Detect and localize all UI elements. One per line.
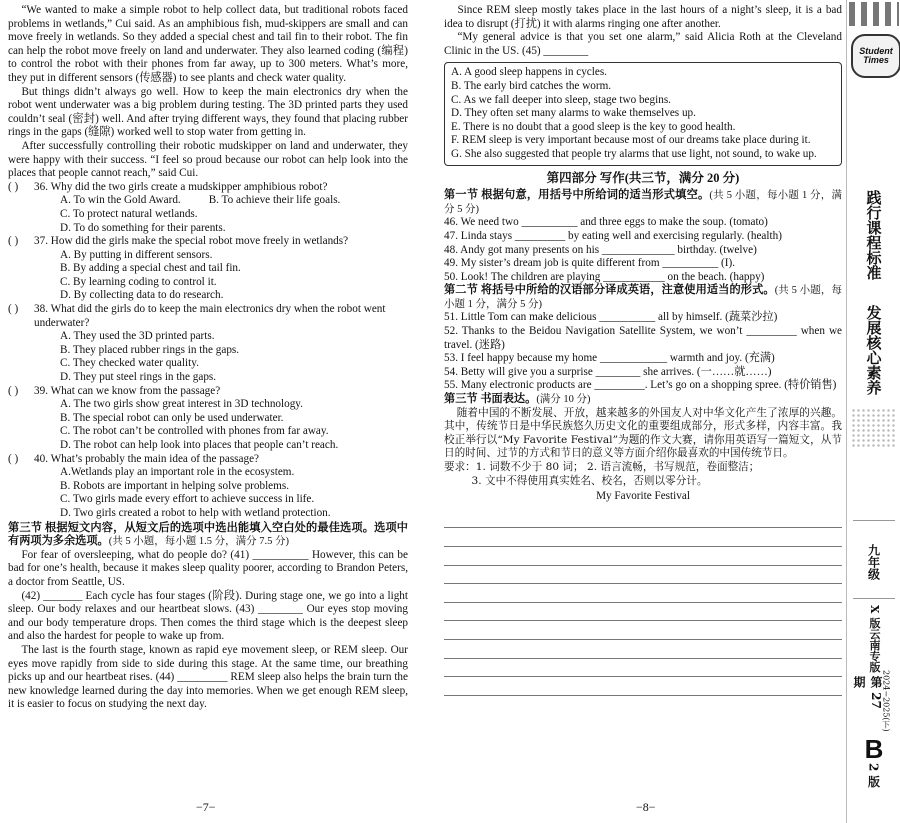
question-option: C. Two girls made every effort to achieve success in life. [60, 493, 315, 506]
essay-title: My Favorite Festival [596, 490, 690, 503]
question-option: B. They placed rubber rings in the gaps. [60, 343, 240, 356]
issue-year: 2024−2025(下) [881, 670, 891, 732]
checker-pattern [849, 2, 899, 26]
option-item: G. She also suggested that people try alarms that use light, not sound, to wake up. [451, 147, 817, 160]
section-heading: 第二节 将括号中所给的汉语部分译成英语，注意使用适当的形式。(共 5 小题，每小题 1 分，满分 5 分) [444, 284, 842, 310]
right-column [444, 4, 842, 696]
issue-number: 第 27 期 [852, 676, 883, 709]
cloze-paragraph: The last is the fourth stage, known as rapid eye movement sleep, or REM sleep. Our eyes move rapidly from side to side during this stage. At the same time, our breathing picks up and our heartbeat rises. (44) _________ REM sleep also helps the brain turn the new knowledge learned during the day into memories. When we get enough REM sleep, it is easier to focus on studying the next day. [8, 643, 408, 711]
question-option: D. By collecting data to do research. [60, 289, 224, 302]
section-heading: 第三节 根据短文内容，从短文后的选项中选出能填入空白处的最佳选项。选项中有两项为多余选项。(共 5 小题，每小题 1.5 分，满分 7.5 分) [8, 521, 408, 548]
writing-line[interactable] [444, 547, 842, 566]
fill-item: 46. We need two __________ and three eggs to make the soup. (tomato) [444, 216, 768, 229]
grade-label: 九年级 [866, 544, 881, 580]
question-option: B. The special robot can only be used underwater. [60, 411, 284, 424]
page-edition [849, 735, 899, 805]
translate-item: 52. Thanks to the Beidou Navigation Satellite System, we won’t _________ when we travel. (迷路) [444, 325, 842, 351]
writing-requirement: 3. 文中不得使用真实姓名、校名，否则以零分计。 [471, 474, 708, 487]
options-box [444, 62, 842, 165]
edition-label: X 版云南专版 [868, 605, 881, 673]
translate-item: 54. Betty will give you a surprise ________ she arrives. (一……就……) [444, 365, 772, 378]
answer-blank[interactable]: ( ) [8, 384, 19, 397]
cloze-paragraph: “My general advice is that you set one alarm,” said Alicia Roth at the Cleveland Clinic in the US. (45) ________ [444, 31, 842, 57]
cloze-paragraph: For fear of oversleeping, what do people do? (41) __________ However, this can be bad for one’s health, because it makes sleep quality poorer, according to Brandon Peters, a doctor from Seattle, US. [8, 548, 408, 588]
edition-suffix: 2 版 [866, 763, 881, 788]
writing-line[interactable] [444, 528, 842, 547]
cloze-paragraph: (42) _______ Each cycle has four stages (阶段). During stage one, we go into a light sleep. Our body relaxes and our heartbeat slows. (43) ________ Our eyes stop moving and our body temperature drops. Then comes the third stage which is the deepest sleep and also the hardest for people to wake up from. [8, 589, 408, 643]
option-item: D. They often set many alarms to wake themselves up. [451, 107, 696, 120]
reading-questions [8, 181, 408, 521]
slogan-develop: 发展核心素养 [864, 305, 883, 395]
newspaper-sidebar [846, 0, 900, 823]
writing-line[interactable] [444, 677, 842, 696]
translate-item: 51. Little Tom can make delicious __________ all by himself. (蔬菜沙拉) [444, 311, 778, 324]
question-option: C. The robot can’t be controlled with phones from far away. [60, 425, 329, 438]
question-option: D. The robot can help look into places that people can’t reach. [60, 439, 339, 451]
writing-line[interactable] [444, 510, 842, 529]
question-stem: 38. What did the girls do to keep the main electronics dry when the robot went underwater? [34, 303, 386, 329]
question-option: C. By learning coding to control it. [60, 275, 217, 288]
page-number-right: −8− [636, 800, 656, 814]
question-option: A. The two girls show great interest in 3D technology. [60, 398, 303, 411]
question-option: B. By adding a special chest and tail fin. [60, 262, 241, 275]
translate-item: 53. I feel happy because my home ____________ warmth and joy. (充满) [444, 352, 775, 365]
question-stem: 39. What can we know from the passage? [34, 384, 221, 397]
passage-paragraph: After successfully controlling their robotic mudskipper on land and underwater, they were happy with their success. “I feel so proud because our robot can help look into the places that people cannot reach,” said Cui. [8, 139, 408, 180]
writing-prompt: 随着中国的不断发展、开放，越来越多的外国友人对中华文化产生了浓厚的兴趣。其中，传统节日是中华民族悠久历史文化的重要组成部分，形式多样，内容丰富。我校正举行以“My Favorite Festival”为题的作文大赛，请你用英语写一篇短文，从节日的时间、过节的方式和节日的意义等方面介绍你最喜欢的中国传统节日。 [444, 406, 842, 460]
writing-line[interactable] [444, 621, 842, 640]
slogan-practice: 践行课程标准 [864, 190, 883, 280]
question-stem: 37. How did the girls make the special robot move freely in wetlands? [34, 235, 349, 248]
question-item [8, 181, 408, 195]
question-option: A. By putting in different sensors. [60, 248, 213, 261]
writing-line[interactable] [444, 640, 842, 659]
divider [853, 520, 895, 521]
answer-blank[interactable]: ( ) [8, 180, 19, 193]
question-option: C. To protect natural wetlands. [60, 207, 198, 220]
writing-requirement: 要求：1. 词数不少于 80 词； 2. 语言流畅，书写规范，卷面整洁； [444, 461, 760, 473]
question-item [8, 235, 408, 249]
left-column [8, 4, 408, 712]
option-item: F. REM sleep is very important because most of our dreams take place during it. [451, 134, 811, 147]
fill-item: 50. Look! The children are playing ___________ on the beach. (happy) [444, 270, 765, 283]
section-heading: 第一节 根据句意，用括号中所给词的适当形式填空。(共 5 小题，每小题 1 分，满分 5 分) [444, 189, 842, 215]
question-stem: 40. What’s probably the main idea of the passage? [34, 452, 260, 465]
option-item: A. A good sleep happens in cycles. [451, 66, 607, 79]
question-option: A. To win the Gold Award. B. To achieve their life goals. [60, 194, 341, 207]
question-item [8, 385, 408, 399]
student-times-logo: Student Times [851, 34, 900, 78]
answer-blank[interactable]: ( ) [8, 452, 19, 465]
writing-line[interactable] [444, 584, 842, 603]
question-item [8, 453, 408, 467]
writing-lines [444, 510, 842, 696]
question-item [8, 303, 408, 330]
option-item: E. There is no doubt that a good sleep is the key to good health. [451, 120, 736, 133]
answer-blank[interactable]: ( ) [8, 303, 19, 316]
passage-paragraph: “We wanted to make a simple robot to help collect data, but traditional robots faced problems in wetlands,” Cui said. As an amphibious fish, mud-skippers are small and can move freely in wetlands. So they added a special chest and tail fin to their robot. The fin can help the robot move freely on land and underwater. They also learned coding (编程) to control the robot with their phones from far away, up to 300 meters. What’s more, they put in different sensors (传感器) to see plants and check water quality. [8, 4, 408, 84]
fill-item: 48. Andy got many presents on his _____________ birthday. (twelve) [444, 243, 757, 256]
answer-blank[interactable]: ( ) [8, 235, 19, 248]
writing-line[interactable] [444, 659, 842, 678]
part-title: 第四部分 写作(共三节，满分 20 分) [546, 170, 740, 185]
cloze-paragraph: Since REM sleep mostly takes place in the last hours of a night’s sleep, it is a bad idea to disrupt (打扰) it with alarms ringing one after another. [444, 4, 842, 30]
option-item: C. As we fall deeper into sleep, stage two begins. [451, 93, 671, 106]
translate-item: 55. Many electronic products are _________. Let’s go on a shopping spree. (特价销售) [444, 379, 837, 392]
question-option: C. They checked water quality. [60, 357, 199, 370]
option-item: B. The early bird catches the worm. [451, 79, 612, 92]
edition-letter: B [864, 734, 884, 764]
question-option: D. To do something for their parents. [60, 221, 226, 234]
divider [853, 598, 895, 599]
passage-paragraph: But things didn’t always go well. How to keep the main electronics dry when the robot went underwater was a big problem during testing. The 3D printed parts they used couldn’t seal (密封) well. And after trying different ways, they found that placing rubber rings in the gaps (缝隙) worked well to stop water from getting in. [8, 85, 408, 139]
question-option: A. They used the 3D printed parts. [60, 330, 215, 343]
question-option: D. They put steel rings in the gaps. [60, 371, 217, 384]
question-option: D. Two girls created a robot to help with wetland protection. [60, 506, 331, 519]
page-number-left: −7− [196, 800, 216, 814]
writing-line[interactable] [444, 603, 842, 622]
section-heading: 第三节 书面表达。(满分 10 分) [444, 393, 591, 406]
fill-item: 47. Linda stays _________ by eating well and exercising regularly. (health) [444, 229, 782, 242]
fill-item: 49. My sister’s dream job is quite different from __________ (I). [444, 257, 736, 270]
question-option: A.Wetlands play an important role in the ecosystem. [60, 466, 295, 479]
writing-line[interactable] [444, 566, 842, 585]
decorative-dots [851, 408, 897, 448]
question-option: B. Robots are important in helping solve problems. [60, 479, 290, 492]
question-stem: 36. Why did the two girls create a mudskipper amphibious robot? [34, 180, 328, 193]
